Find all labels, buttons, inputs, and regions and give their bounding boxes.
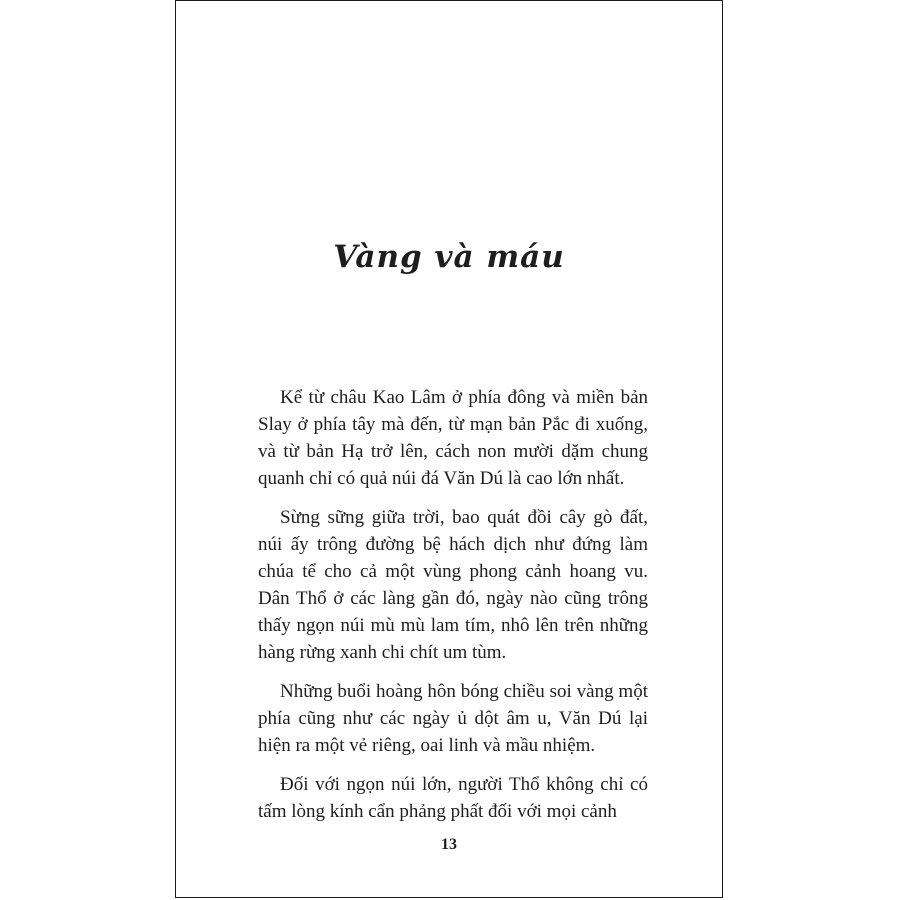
paragraph-3: Những buổi hoàng hôn bóng chiều soi vàng một phía cũng như các ngày ủ dột âm u, Văn Dú lại hiện ra một vẻ riêng, oai linh và mầu nhiệm. bbox=[258, 681, 648, 756]
page-number: 13 bbox=[441, 836, 457, 853]
book-page bbox=[175, 0, 723, 898]
paragraph-4: Đối với ngọn núi lớn, người Thổ không chỉ có tấm lòng kính cẩn phảng phất đối với mọi cảnh bbox=[258, 774, 648, 822]
chapter-title: Vàng và máu bbox=[333, 239, 565, 275]
body-text bbox=[258, 384, 648, 837]
paragraph-2: Sừng sững giữa trời, bao quát đồi cây gò đất, núi ấy trông đường bệ hách dịch như đứng làm chúa tể cho cả một vùng phong cảnh hoang vu. Dân Thổ ở các làng gần đó, ngày nào cũng trông thấy ngọn núi mù mù lam tím, nhô lên trên những hàng rừng xanh chi chít um tùm. bbox=[258, 507, 648, 663]
paragraph-1: Kể từ châu Kao Lâm ở phía đông và miền bản Slay ở phía tây mà đến, từ mạn bản Pắc đi xuống, và từ bản Hạ trở lên, cách non mười dặm chung quanh chỉ có quả núi đá Văn Dú là cao lớn nhất. bbox=[258, 387, 648, 489]
